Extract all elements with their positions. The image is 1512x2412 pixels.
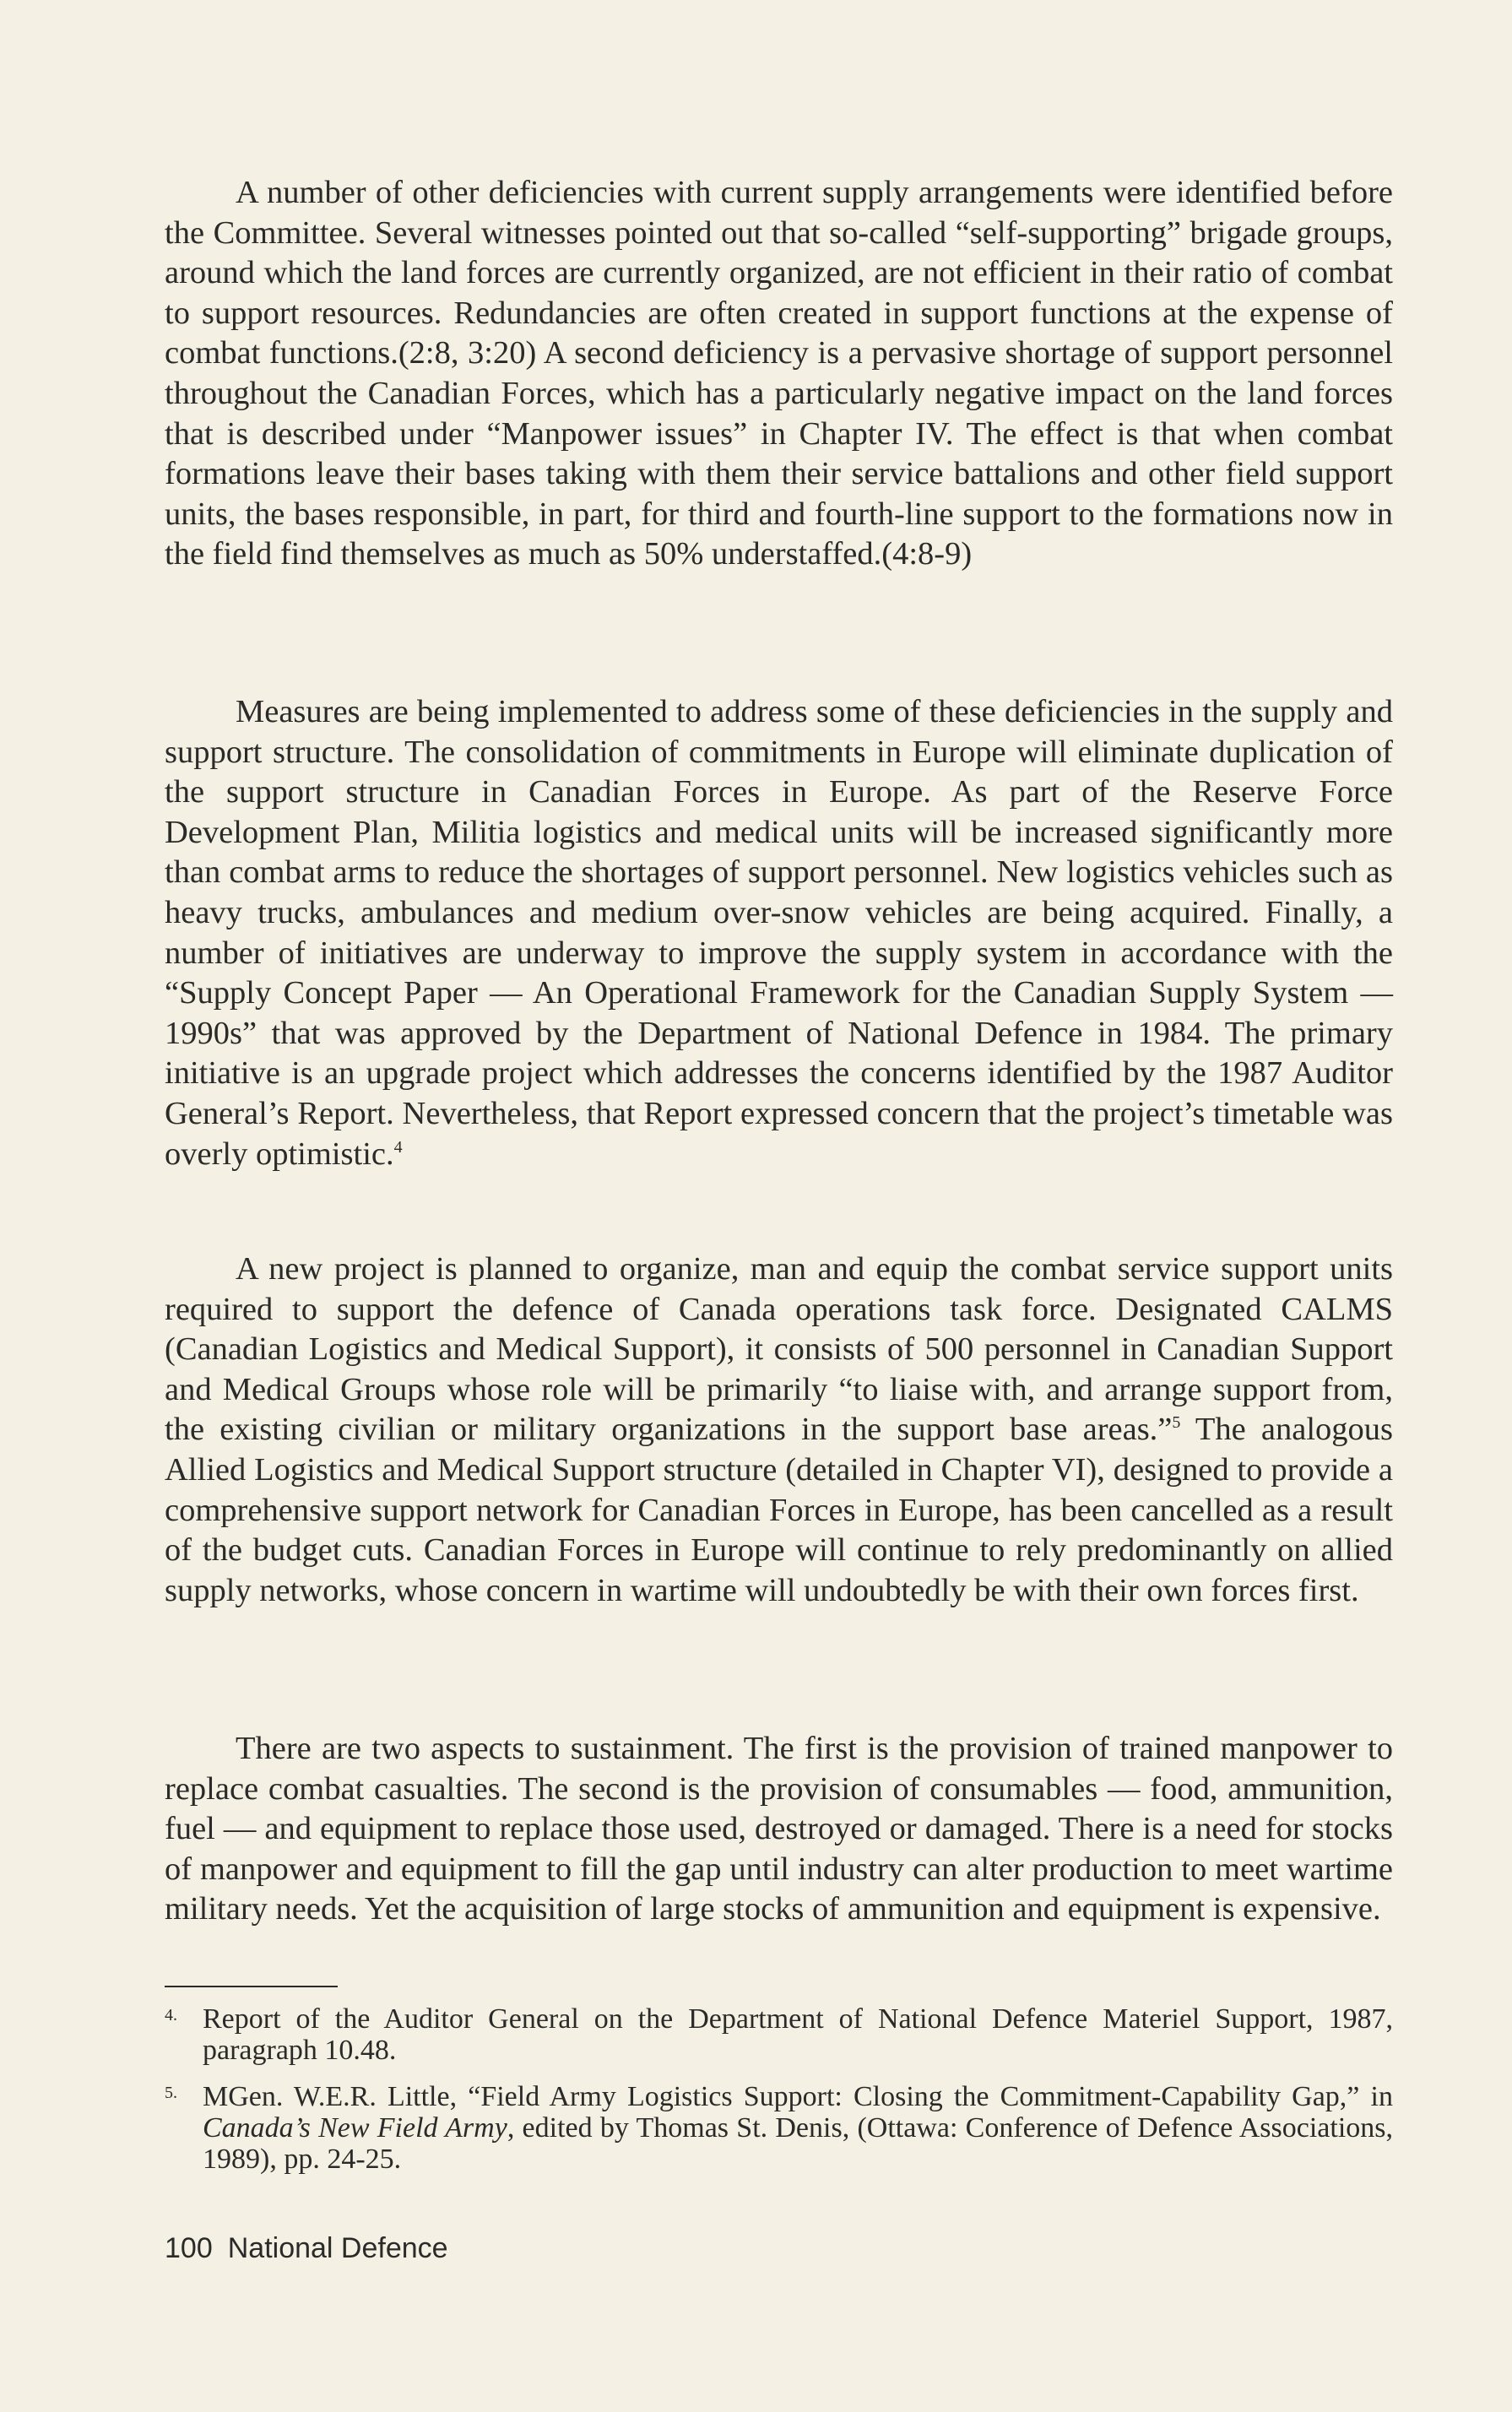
footnote-text: Report of the Auditor General on the Department of National Defence Materiel Support, 1987, paragraph 10.48.: [203, 2003, 1393, 2066]
footnote-5: [165, 2081, 1393, 2175]
footnote-4: [165, 2003, 1393, 2066]
paragraph-calms-project: [165, 1249, 1393, 1611]
paragraph-sustainment: [165, 1729, 1393, 1930]
paragraph-supply-deficiencies: [165, 173, 1393, 575]
paragraph-text: There are two aspects to sustainment. The first is the provision of trained manpower to replace combat casualties. The second is the provision of consumables — food, ammunition, fuel — and equipment to replace those used, destroyed or damaged. There is a need for stocks of manpower and equipment to fill the gap until industry can alter production to meet wartime military needs. Yet the acquisition of large stocks of ammunition and equipment is expensive.: [165, 1731, 1393, 1927]
footnote-reference: 4: [393, 1137, 403, 1157]
paragraph-body: [165, 692, 1393, 1174]
footnote-divider: [165, 1986, 338, 1987]
publication-title: Canada’s New Field Army: [203, 2112, 507, 2144]
footnote-body: [203, 2081, 1393, 2175]
paragraph-text: Measures are being implemented to address some of these deficiencies in the supply and support structure. The consolidation of commitments in Europe will eliminate duplication of the support structure in Canadian Forces in Europe. As part of the Reserve Force Development Plan, Militia logistics and medical units will be increased significantly more than combat arms to reduce the shortages of support personnel. New logistics vehicles such as heavy trucks, ambulances and medium over-snow vehicles are being acquired. Finally, a number of initiatives are underway to improve the supply system in accordance with the “Supply Concept Paper — An Operational Framework for the Canadian Supply System — 1990s” that was approved by the Department of National Defence in 1984. The primary initiative is an upgrade project which addresses the concerns identified by the 1987 Auditor General’s Report. Nevertheless, that Report expressed concern that the project’s timetable was overly optimistic.: [165, 694, 1393, 1172]
footnote-marker: 5.: [165, 2084, 177, 2102]
footnote-marker: 4.: [165, 2006, 177, 2024]
paragraph-text-end: The analogous Allied Logistics and Medical Support structure (detailed in Chapter VI), designed to provide a comprehensive support network for Canadian Forces in Europe, has been cancelled as a result of the budget cuts. Canadian Forces in Europe will continue to rely predominantly on allied supply networks, whose concern in wartime will undoubtedly be with their own forces first.: [165, 1412, 1393, 1608]
paragraph-text: A number of other deficiencies with current supply arrangements were identified before the Committee. Several witnesses pointed out that so-called “self-supporting” brigade groups, around which the land forces are currently organized, are not efficient in their ratio of combat to support resources. Redundancies are often created in support functions at the expense of combat functions.(2:8, 3:20) A second deficiency is a pervasive shortage of support personnel throughout the Canadian Forces, which has a particularly negative impact on the land forces that is described under “Manpower issues” in Chapter IV. The effect is that when combat formations leave their bases taking with them their service battalions and other field support units, the bases responsible, in part, for third and fourth-line support to the formations now in the field find themselves as much as 50% understaffed.(4:8-9): [165, 175, 1393, 572]
running-title: National Defence: [227, 2232, 448, 2264]
page-number: 100: [165, 2232, 213, 2264]
footnote-reference: 5: [1172, 1413, 1181, 1433]
footnote-text-start: MGen. W.E.R. Little, “Field Army Logistics Support: Closing the Commitment-Capability Gap,” in: [203, 2081, 1393, 2112]
footnote-text-end: , edited by Thomas St. Denis, (Ottawa: Conference of Defence Associations, 1989), pp. 24-25.: [203, 2112, 1394, 2175]
paragraph-body: [165, 1249, 1393, 1611]
page-footer: [165, 2231, 448, 2265]
paragraph-measures: [165, 692, 1393, 1174]
paragraph-text-start: A new project is planned to organize, man and equip the combat service support units required to support the defence of Canada operations task force. Designated CALMS (Canadian Logistics and Medical Support), it consists of 500 personnel in Canadian Support and Medical Groups whose role will be primarily “to liaise with, and arrange support from, the existing civilian or military organizations in the support base areas.”: [165, 1251, 1393, 1448]
